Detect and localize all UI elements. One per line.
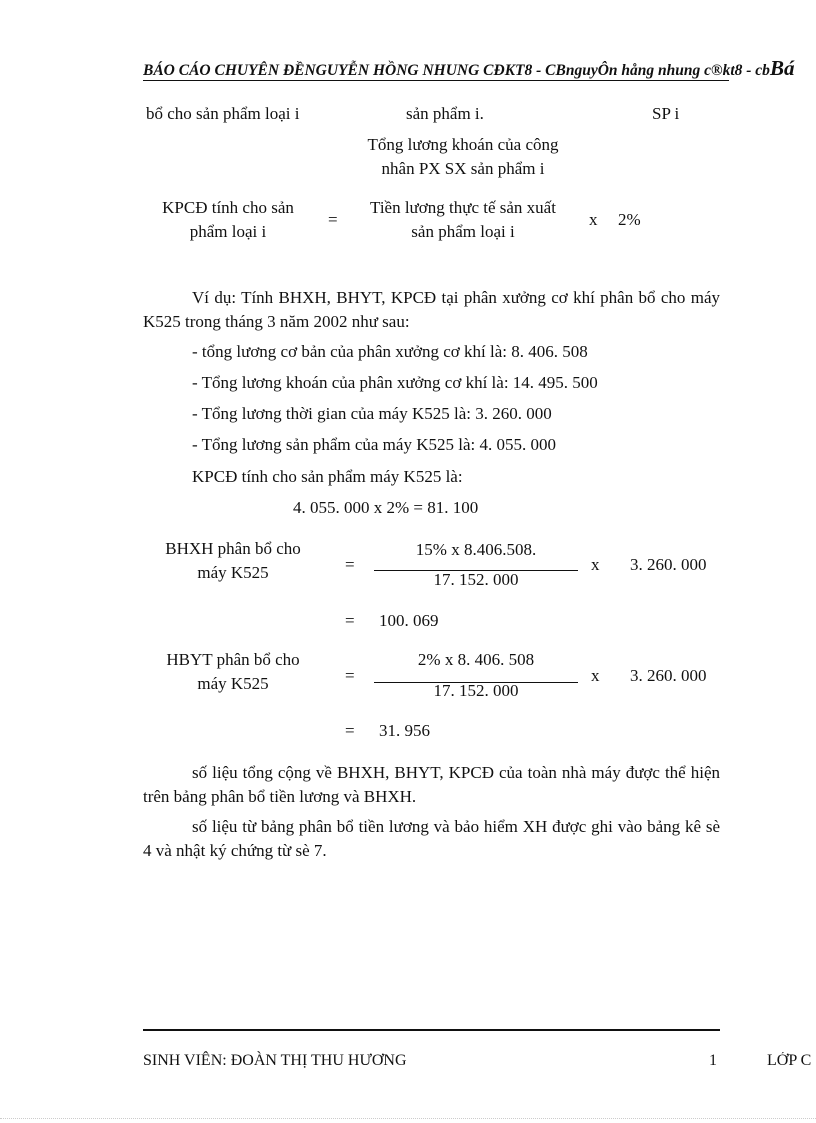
example-item-4: - Tổng lương sản phẩm của máy K525 là: 4. 055. 000 <box>192 435 556 454</box>
header-rule <box>143 80 729 81</box>
kpcd-rate: 2% <box>618 210 641 229</box>
footer-page-number: 1 <box>709 1052 717 1069</box>
footer-student: SINH VIÊN: ĐOÀN THỊ THU HƯƠNG <box>143 1052 407 1069</box>
bhxh-label-line2: máy K525 <box>197 563 269 582</box>
page-header <box>143 56 816 81</box>
footer-rule <box>143 1029 720 1031</box>
kpcd-example-calc: 4. 055. 000 x 2% = 81. 100 <box>293 498 479 517</box>
bhxh-multiplier: 3. 260. 000 <box>630 555 707 574</box>
formula-row1-left: bổ cho sản phẩm loại i <box>146 104 300 123</box>
bhxh-label-line1: BHXH phân bổ cho <box>165 539 301 558</box>
bhyt-numerator: 2% x 8. 406. 508 <box>417 650 535 669</box>
formula-numerator-line1: Tổng lương khoán của công <box>367 135 559 154</box>
closing-paragraph-2: số liệu từ bảng phân bổ tiền lương và bảo hiểm XH được ghi vào bảng kê sè 4 và nhật ký chứng từ sè 7. <box>143 817 720 860</box>
example-item-3: - Tổng lương thời gian của máy K525 là: 3. 260. 000 <box>192 404 552 423</box>
header-text: BÁO CÁO CHUYÊN ĐỀNGUYỄN HỒNG NHUNG CĐKT8 - CBnguyÔn hång nhung c®kt8 - cb <box>143 62 770 79</box>
footer-class: LỚP C <box>767 1052 812 1069</box>
bhyt-result: 31. 956 <box>379 721 430 740</box>
bhyt-denominator: 17. 152. 000 <box>433 681 519 700</box>
bhyt-multiplier: 3. 260. 000 <box>630 666 707 685</box>
example-item-2: - Tổng lương khoán của phân xưởng cơ khí là: 14. 495. 500 <box>192 373 598 392</box>
bhyt-times: x <box>591 666 600 685</box>
example-intro: Ví dụ: Tính BHXH, BHYT, KPCĐ tại phân xưởng cơ khí phân bổ cho máy K525 trong tháng 3 năm 2002 như sau: <box>143 288 720 331</box>
closing-paragraph-1: số liệu tổng cộng về BHXH, BHYT, KPCĐ của toàn nhà máy được thể hiện trên bảng phân bổ tiền lương và BHXH. <box>143 763 720 806</box>
example-item-1: - tổng lương cơ bản của phân xưởng cơ khí là: 8. 406. 508 <box>192 342 588 361</box>
kpcd-label-line1: KPCĐ tính cho sản <box>162 198 294 217</box>
kpcd-expr-line2: sản phẩm loại i <box>411 222 515 241</box>
kpcd-label-line2: phẩm loại i <box>189 222 267 241</box>
page-edge-divider <box>0 1118 816 1119</box>
bhxh-result: 100. 069 <box>379 611 439 630</box>
bhyt-label-line1: HBYT phân bổ cho <box>166 650 300 669</box>
kpcd-equals: = <box>328 210 338 229</box>
bhxh-numerator: 15% x 8.406.508. <box>415 540 537 559</box>
header-tail: Bá <box>769 56 795 80</box>
kpcd-expr-line1: Tiền lương thực tế sản xuất <box>370 198 556 217</box>
bhyt-label-line2: máy K525 <box>197 674 269 693</box>
formula-numerator-line2: nhân PX SX sản phẩm i <box>381 159 545 178</box>
kpcd-times: x <box>589 210 598 229</box>
kpcd-example-label: KPCĐ tính cho sản phẩm máy K525 là: <box>192 467 463 486</box>
bhxh-denominator: 17. 152. 000 <box>433 570 519 589</box>
bhxh-result-equals: = <box>345 611 355 630</box>
bhxh-equals: = <box>345 555 355 574</box>
formula-row1-right: SP i <box>652 104 680 123</box>
bhyt-equals: = <box>345 666 355 685</box>
formula-row1-mid: sản phẩm i. <box>406 104 484 123</box>
bhxh-times: x <box>591 555 600 574</box>
bhyt-result-equals: = <box>345 721 355 740</box>
